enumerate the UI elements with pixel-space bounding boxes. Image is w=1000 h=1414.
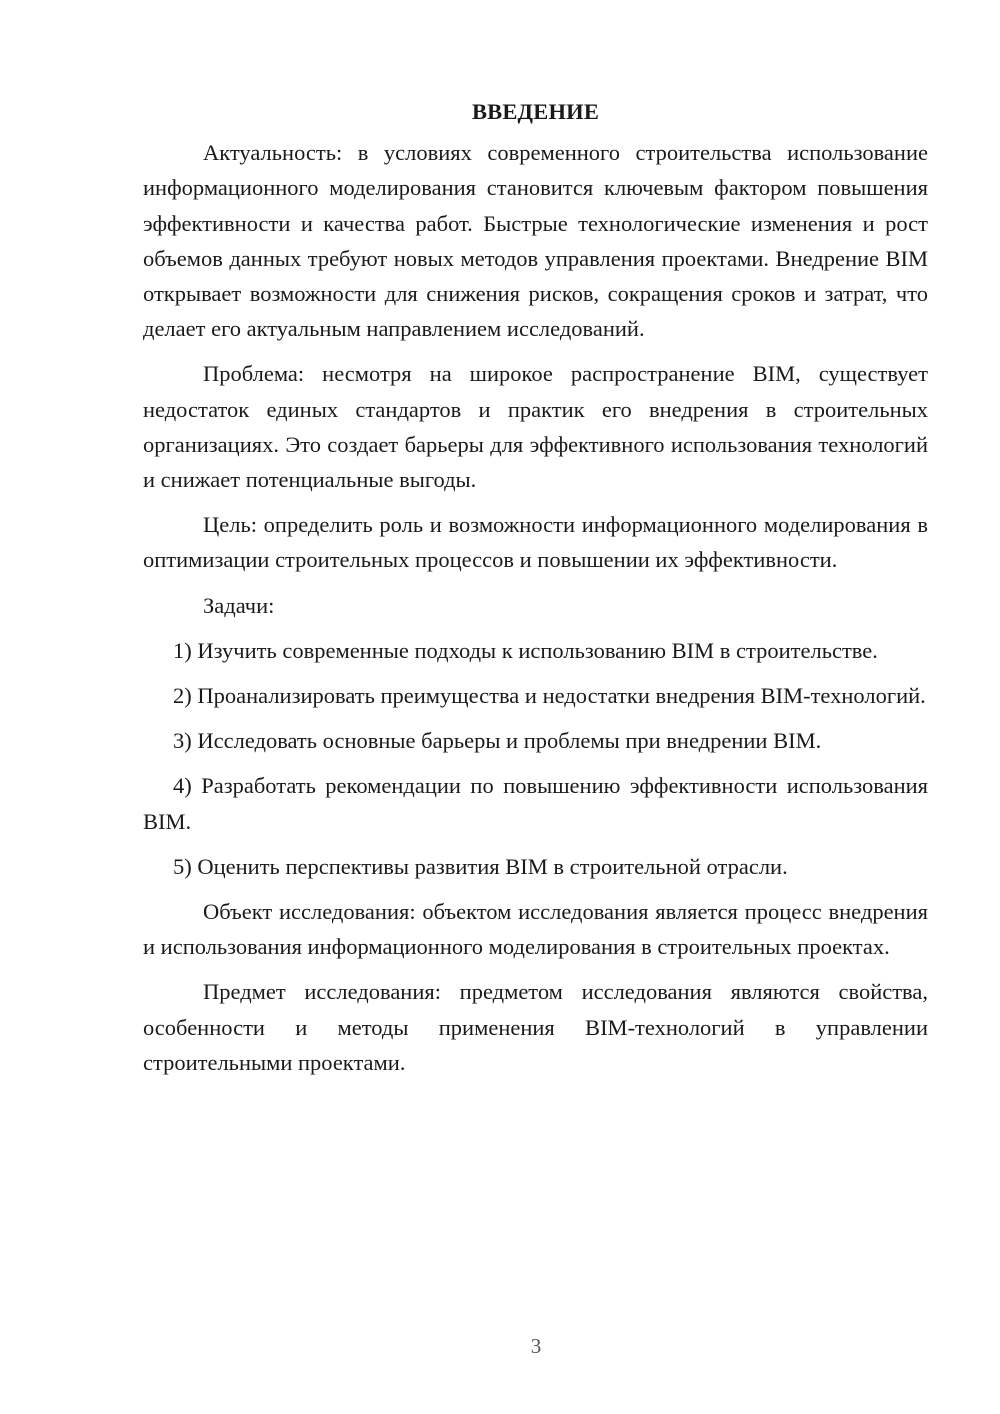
tasks-label: Задачи: bbox=[203, 592, 275, 618]
paragraph-goal: Цель: определить роль и возможности информационного моделирования в оптимизации строительных процессов и повышении их эффективности. bbox=[143, 512, 928, 573]
paragraph-relevance: Актуальность: в условиях современного строительства использование информационного моделирования становится ключевым фактором повышения эффективности и качества работ. Быстрые технологические изменения и рост объемов данных требуют новых методов управления проектами. Внедрение BIM открывает возможности для снижения рисков, сокращения сроков и затрат, что делает его актуальным направлением исследований. bbox=[143, 140, 928, 342]
paragraph-subject: Предмет исследования: предметом исследования являются свойства, особенности и методы применения BIM-технологий в управлении строительными проектами. bbox=[143, 979, 928, 1075]
task-item: 2) Проанализировать преимущества и недостатки внедрения BIM-технологий. bbox=[173, 683, 926, 709]
task-item: 4) Разработать рекомендации по повышению эффективности использования BIM. bbox=[143, 773, 928, 834]
paragraph-object: Объект исследования: объектом исследования является процесс внедрения и использования информационного моделирования в строительных проектах. bbox=[143, 899, 928, 960]
task-item: 3) Исследовать основные барьеры и проблемы при внедрении BIM. bbox=[173, 728, 822, 754]
page-number: 3 bbox=[530, 1334, 542, 1358]
document-page bbox=[143, 94, 928, 1090]
task-item: 5) Оценить перспективы развития BIM в строительной отрасли. bbox=[173, 853, 788, 879]
section-heading: ВВЕДЕНИЕ bbox=[471, 99, 600, 124]
paragraph-problem: Проблема: несмотря на широкое распространение BIM, существует недостаток единых стандартов и практик его внедрения в строительных организациях. Это создает барьеры для эффективного использования технологий и снижает потенциальные выгоды. bbox=[143, 361, 928, 493]
task-item: 1) Изучить современные подходы к использованию BIM в строительстве. bbox=[173, 637, 878, 663]
